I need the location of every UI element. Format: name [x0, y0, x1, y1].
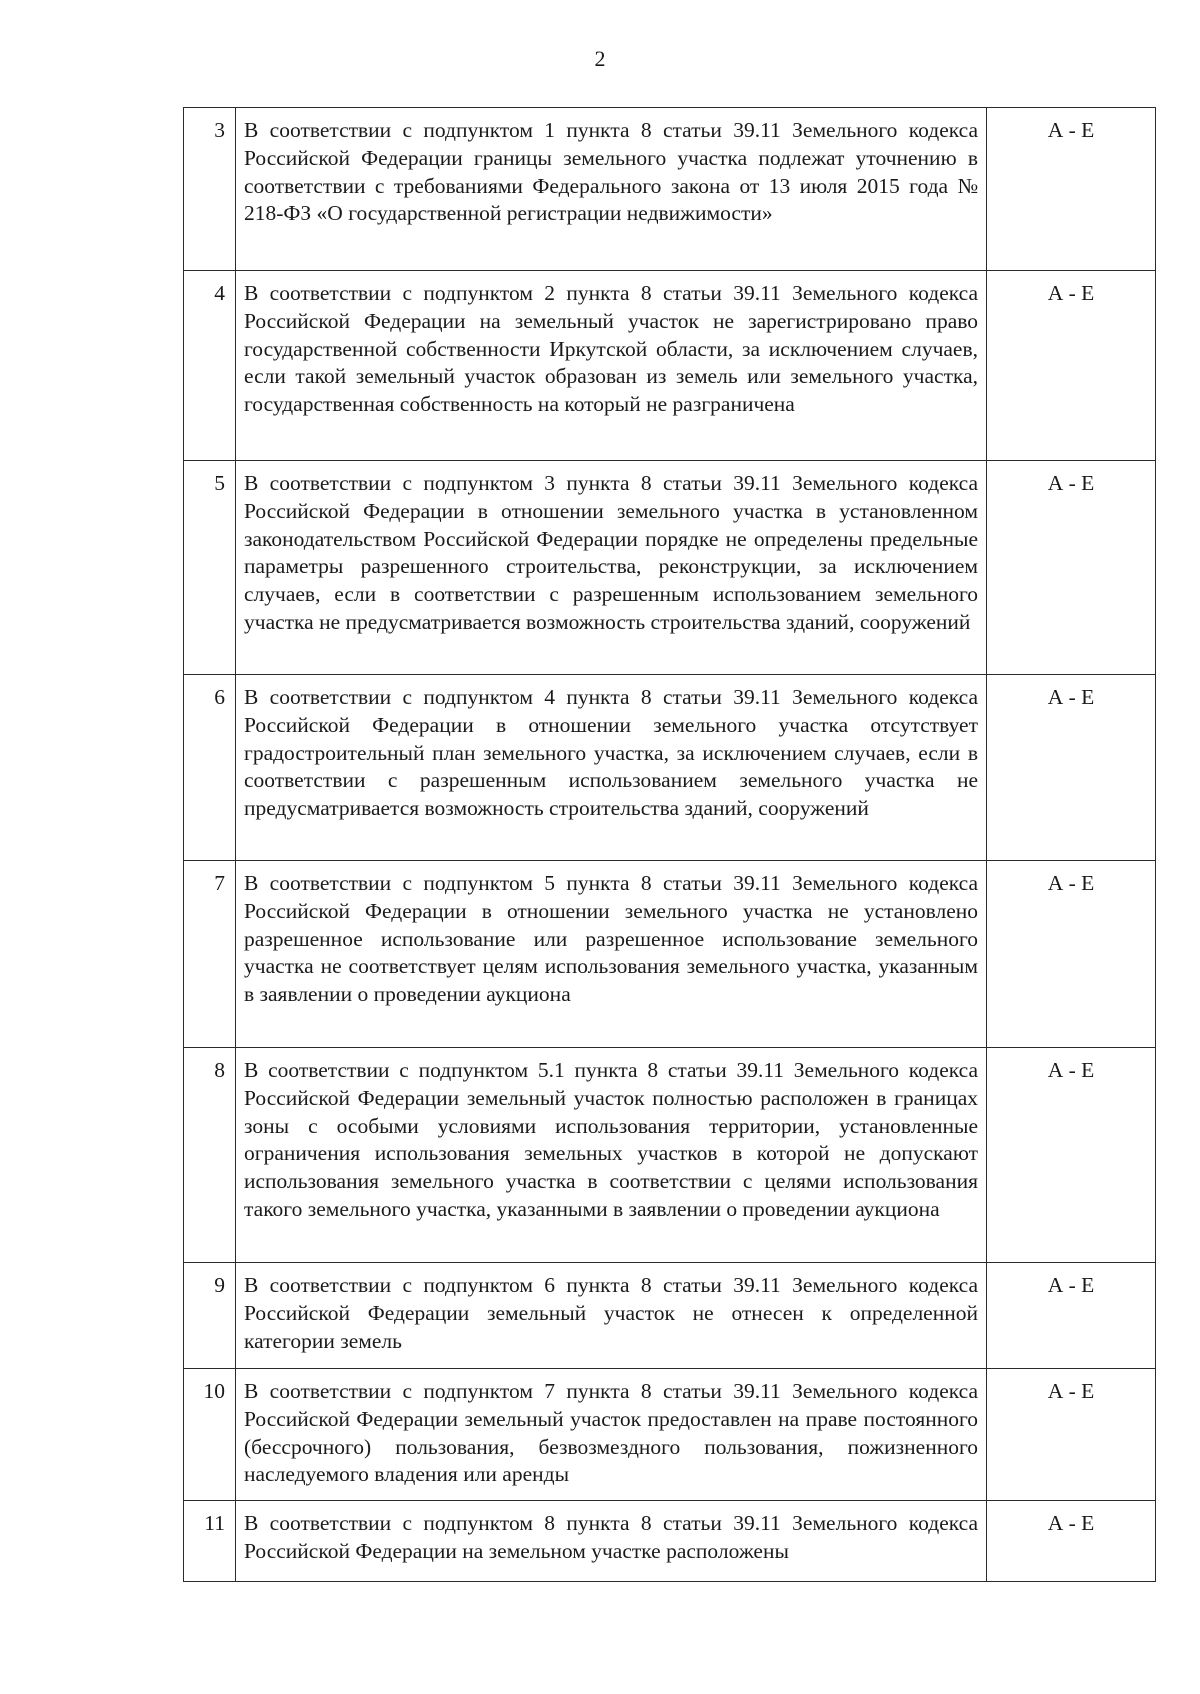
row-text: В соответствии с подпунктом 7 пункта 8 статьи 39.11 Земельного кодекса Российской Федерации земельный участок предоставлен на праве постоянного (бессрочного) пользования, безвозмездного пользования, пожизненного наследуемого владения или аренды [236, 1369, 987, 1501]
row-number: 7 [184, 861, 236, 1048]
table-row [184, 861, 1156, 1048]
table-row [184, 271, 1156, 461]
row-number: 9 [184, 1263, 236, 1369]
row-number: 5 [184, 461, 236, 675]
row-text: В соответствии с подпунктом 1 пункта 8 статьи 39.11 Земельного кодекса Российской Федерации границы земельного участка подлежат уточнению в соответствии с требованиями Федерального закона от 13 июля 2015 года № 218-ФЗ «О государственной регистрации недвижимости» [236, 108, 987, 271]
table-row [184, 1369, 1156, 1501]
row-text: В соответствии с подпунктом 3 пункта 8 статьи 39.11 Земельного кодекса Российской Федерации в отношении земельного участка в установленном законодательством Российской Федерации порядке не определены предельные параметры разрешенного строительства, реконструкции, за исключением случаев, если в соответствии с разрешенным использованием земельного участка не предусматривается возможность строительства зданий, сооружений [236, 461, 987, 675]
row-number: 3 [184, 108, 236, 271]
row-number: 8 [184, 1048, 236, 1263]
row-text: В соответствии с подпунктом 2 пункта 8 статьи 39.11 Земельного кодекса Российской Федерации на земельный участок не зарегистрировано право государственной собственности Иркутской области, за исключением случаев, если такой земельный участок образован из земель или земельного участка, государственная собственность на который не разграничена [236, 271, 987, 461]
table-row [184, 1263, 1156, 1369]
table-row [184, 1048, 1156, 1263]
table-row [184, 108, 1156, 271]
row-code: А - Е [987, 1369, 1156, 1501]
table-row [184, 1501, 1156, 1582]
row-code: А - Е [987, 108, 1156, 271]
page-number: 2 [594, 46, 606, 71]
row-code: А - Е [987, 1501, 1156, 1582]
row-code: А - Е [987, 271, 1156, 461]
row-text: В соответствии с подпунктом 4 пункта 8 статьи 39.11 Земельного кодекса Российской Федерации в отношении земельного участка отсутствует градостроительный план земельного участка, за исключением случаев, если в соответствии с разрешенным использованием земельного участка не предусматривается возможность строительства зданий, сооружений [236, 675, 987, 861]
table-row [184, 461, 1156, 675]
grounds-table [183, 107, 1156, 1582]
row-code: А - Е [987, 861, 1156, 1048]
table-row [184, 675, 1156, 861]
row-code: А - Е [987, 1048, 1156, 1263]
row-text: В соответствии с подпунктом 5.1 пункта 8 статьи 39.11 Земельного кодекса Российской Федерации земельный участок полностью расположен в границах зоны с особыми условиями использования территории, установленные ограничения использования земельных участков в которой не допускают использования земельного участка в соответствии с целями использования такого земельного участка, указанными в заявлении о проведении аукциона [236, 1048, 987, 1263]
row-text: В соответствии с подпунктом 5 пункта 8 статьи 39.11 Земельного кодекса Российской Федерации в отношении земельного участка не установлено разрешенное использование или разрешенное использование земельного участка не соответствует целям использования земельного участка, указанным в заявлении о проведении аукциона [236, 861, 987, 1048]
row-text: В соответствии с подпунктом 6 пункта 8 статьи 39.11 Земельного кодекса Российской Федерации земельный участок не отнесен к определенной категории земель [236, 1263, 987, 1369]
row-number: 11 [184, 1501, 236, 1582]
row-code: А - Е [987, 461, 1156, 675]
row-code: А - Е [987, 1263, 1156, 1369]
row-number: 4 [184, 271, 236, 461]
row-number: 10 [184, 1369, 236, 1501]
row-number: 6 [184, 675, 236, 861]
row-code: А - Е [987, 675, 1156, 861]
row-text: В соответствии с подпунктом 8 пункта 8 статьи 39.11 Земельного кодекса Российской Федерации на земельном участке расположены [236, 1501, 987, 1582]
